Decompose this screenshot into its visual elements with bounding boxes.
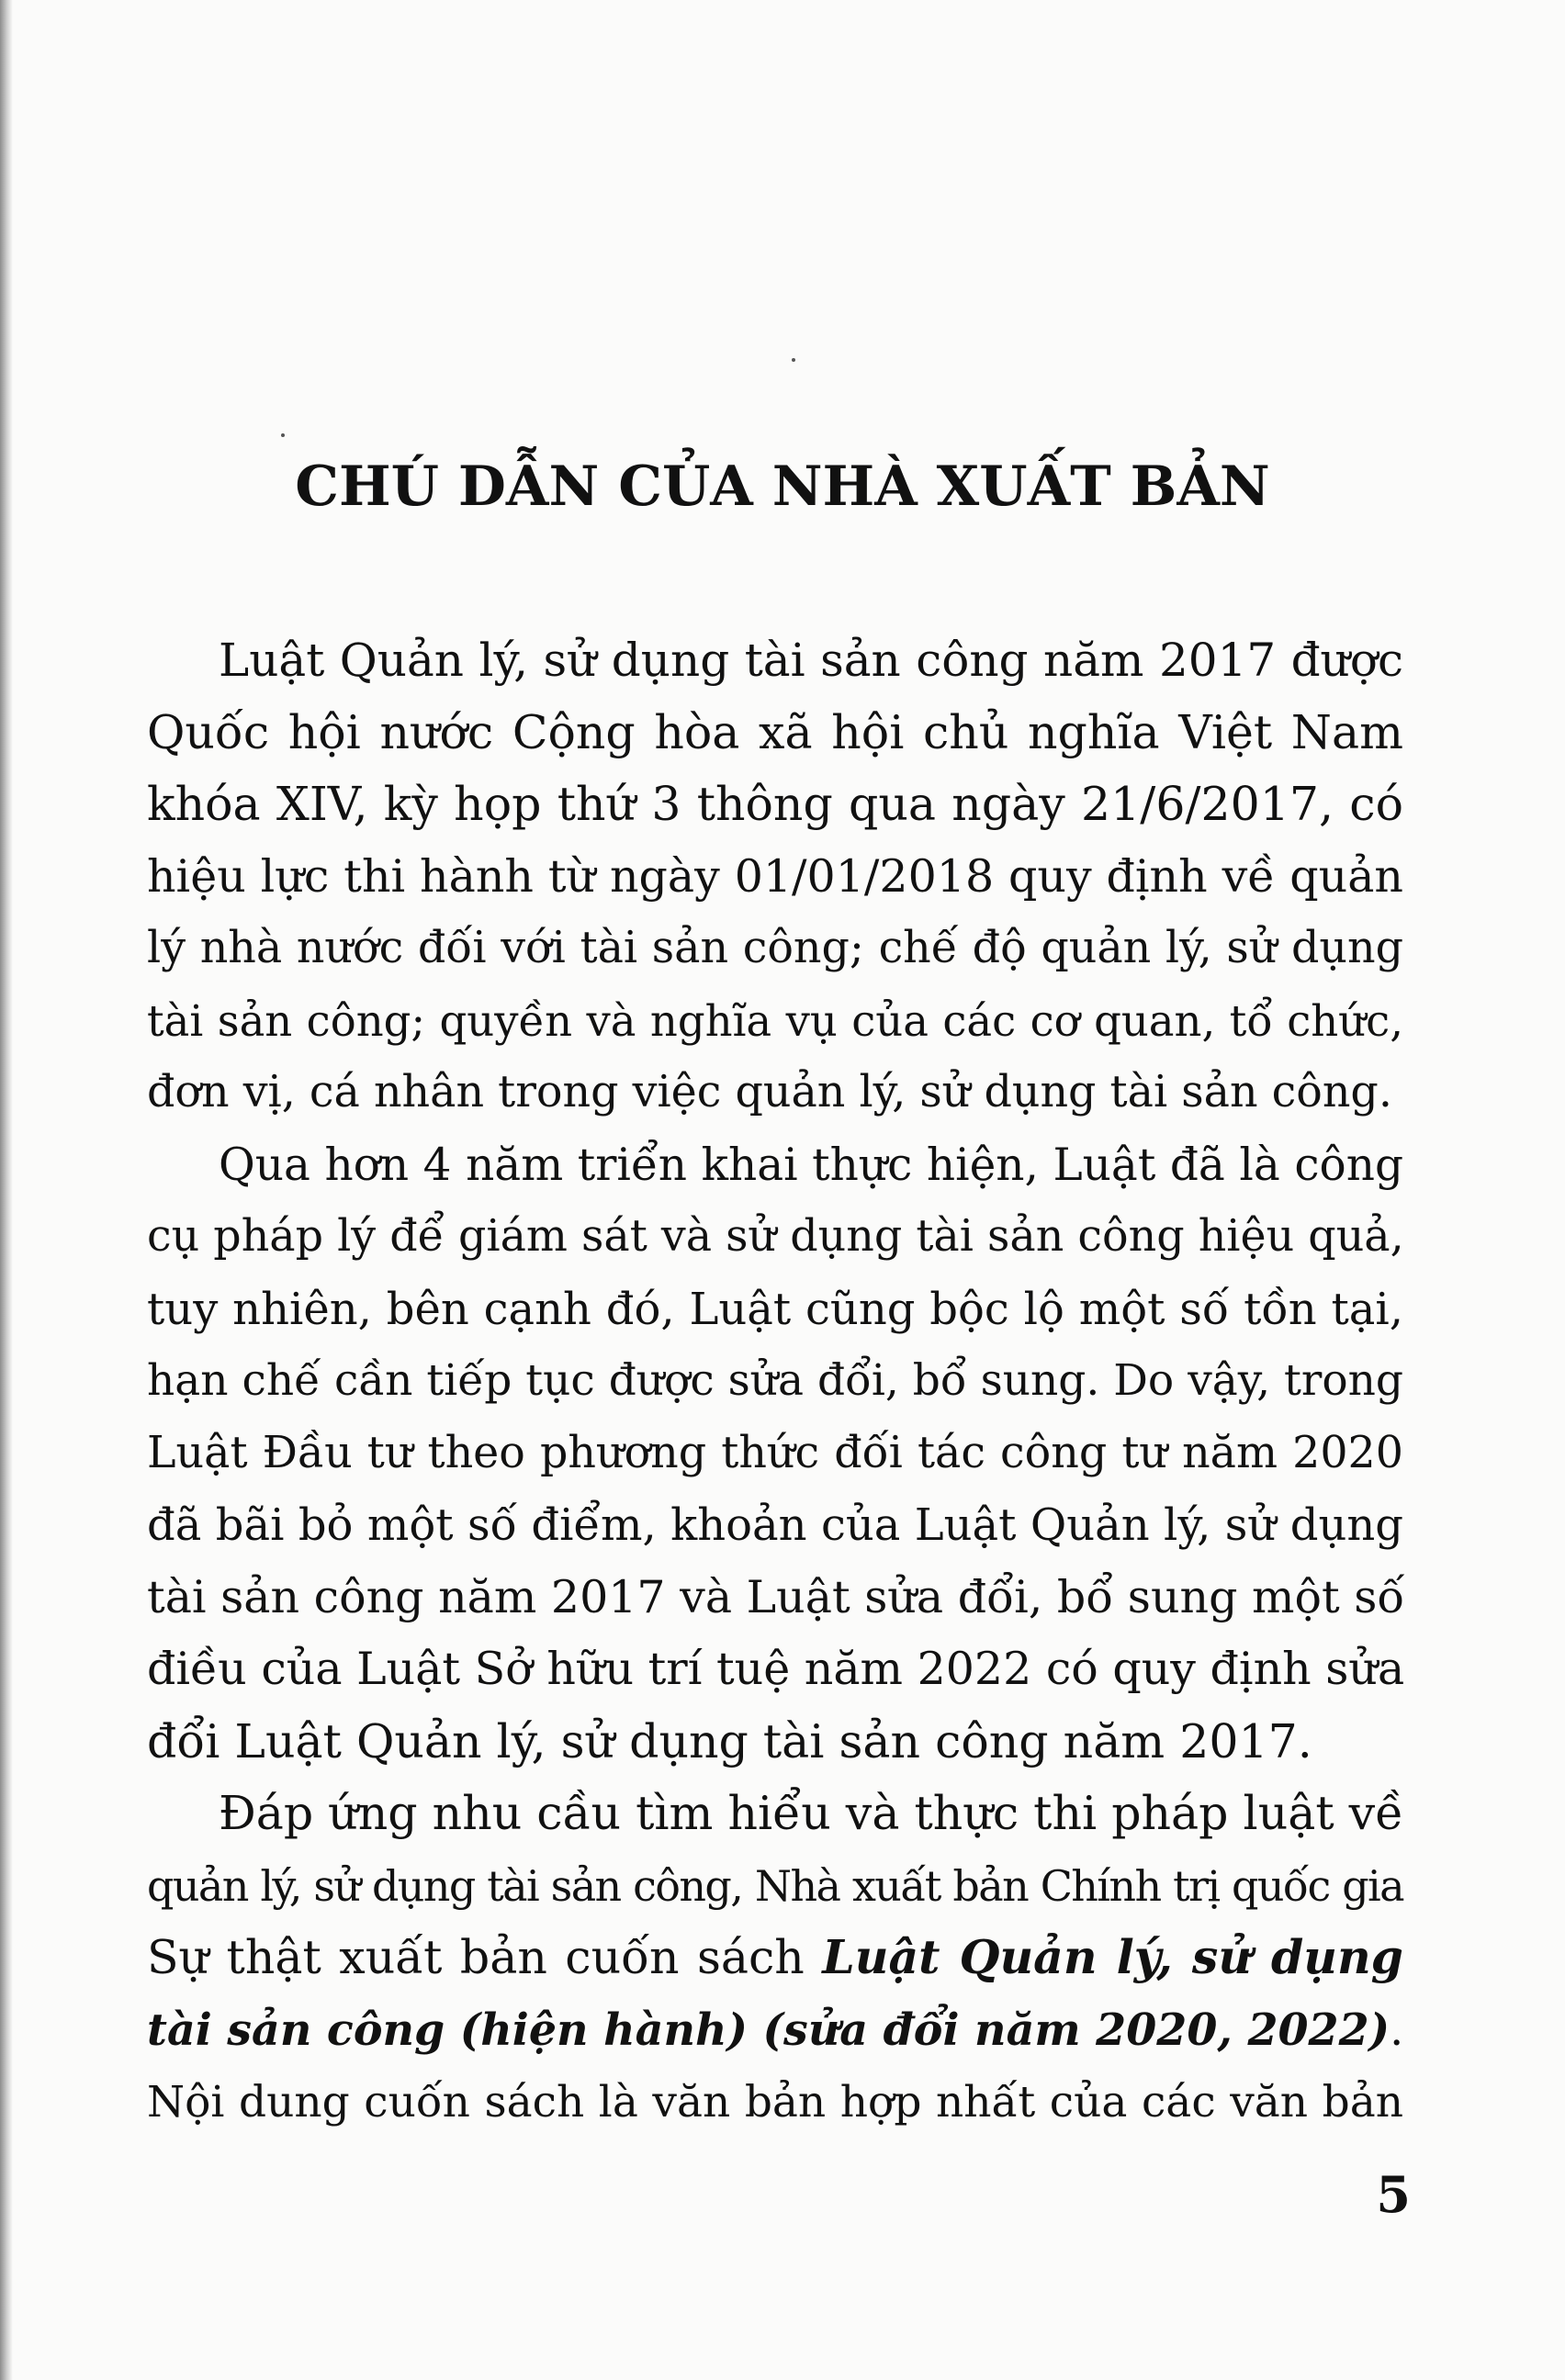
text-line: đã bãi bỏ một số điểm, khoản của Luật Quản lý, sử dụng [147,1499,1403,1551]
text-line: đổi Luật Quản lý, sử dụng tài sản công năm 2017. [147,1713,1312,1768]
text-line: Đáp ứng nhu cầu tìm hiểu và thực thi pháp luật về [219,1786,1404,1840]
text-line: hạn chế cần tiếp tục được sửa đổi, bổ sung. Do vậy, trong [147,1355,1403,1406]
print-speck [792,358,795,362]
text-line [147,1922,1403,1994]
page-gutter-shadow [0,0,13,2380]
text-line: tuy nhiên, bên cạnh đó, Luật cũng bộc lộ một số tồn tại, [147,1283,1403,1335]
book-title-emphasis: Luật Quản lý, sử dụng [822,1930,1403,1984]
text-line: đơn vị, cá nhân trong việc quản lý, sử dụng tài sản công. [147,1067,1392,1117]
text-line: quản lý, sử dụng tài sản công, Nhà xuất bản Chính trị quốc gia [147,1860,1403,1911]
text-line: khóa XIV, kỳ họp thứ 3 thông qua ngày 21/6/2017, có [147,777,1403,831]
text-line: Quốc hội nước Cộng hòa xã hội chủ nghĩa Việt Nam [147,704,1403,759]
paragraph-3 [147,1778,1403,2139]
text-line: lý nhà nước đối với tài sản công; chế độ quản lý, sử dụng [147,923,1403,973]
text-line: Qua hơn 4 năm triển khai thực hiện, Luật đã là công [219,1139,1403,1191]
text-line: Luật Quản lý, sử dụng tài sản công năm 2017 được [219,634,1403,687]
text-line: tài sản công; quyền và nghĩa vụ của các cơ quan, tổ chức, [147,995,1403,1046]
text-line [147,1994,1403,2068]
text-run: . [1390,2004,1404,2056]
text-line: Nội dung cuốn sách là văn bản hợp nhất của các văn bản [147,2077,1403,2127]
text-line: cụ pháp lý để giám sát và sử dụng tài sản công hiệu quả, [147,1211,1404,1262]
paragraph-2 [147,1129,1403,1779]
print-speck [281,433,285,437]
text-run: Sự thật xuất bản cuốn sách [147,1930,823,1984]
paragraph-1 [147,624,1403,1129]
text-line: hiệu lực thi hành từ ngày 01/01/2018 quy định về quản [147,849,1403,903]
book-title-emphasis: tài sản công (hiện hành) (sửa đổi năm 2020, 2022) [147,2004,1390,2056]
page-number: 5 [1376,2165,1411,2224]
text-line: Luật Đầu tư theo phương thức đối tác công tư năm 2020 [147,1427,1403,1478]
text-line: tài sản công năm 2017 và Luật sửa đổi, bổ sung một số [147,1570,1405,1623]
text-line: điều của Luật Sở hữu trí tuệ năm 2022 có quy định sửa [147,1643,1405,1695]
page-title: CHÚ DẪN CỦA NHÀ XUẤT BẢN [295,455,1270,519]
page-body [147,624,1403,2139]
